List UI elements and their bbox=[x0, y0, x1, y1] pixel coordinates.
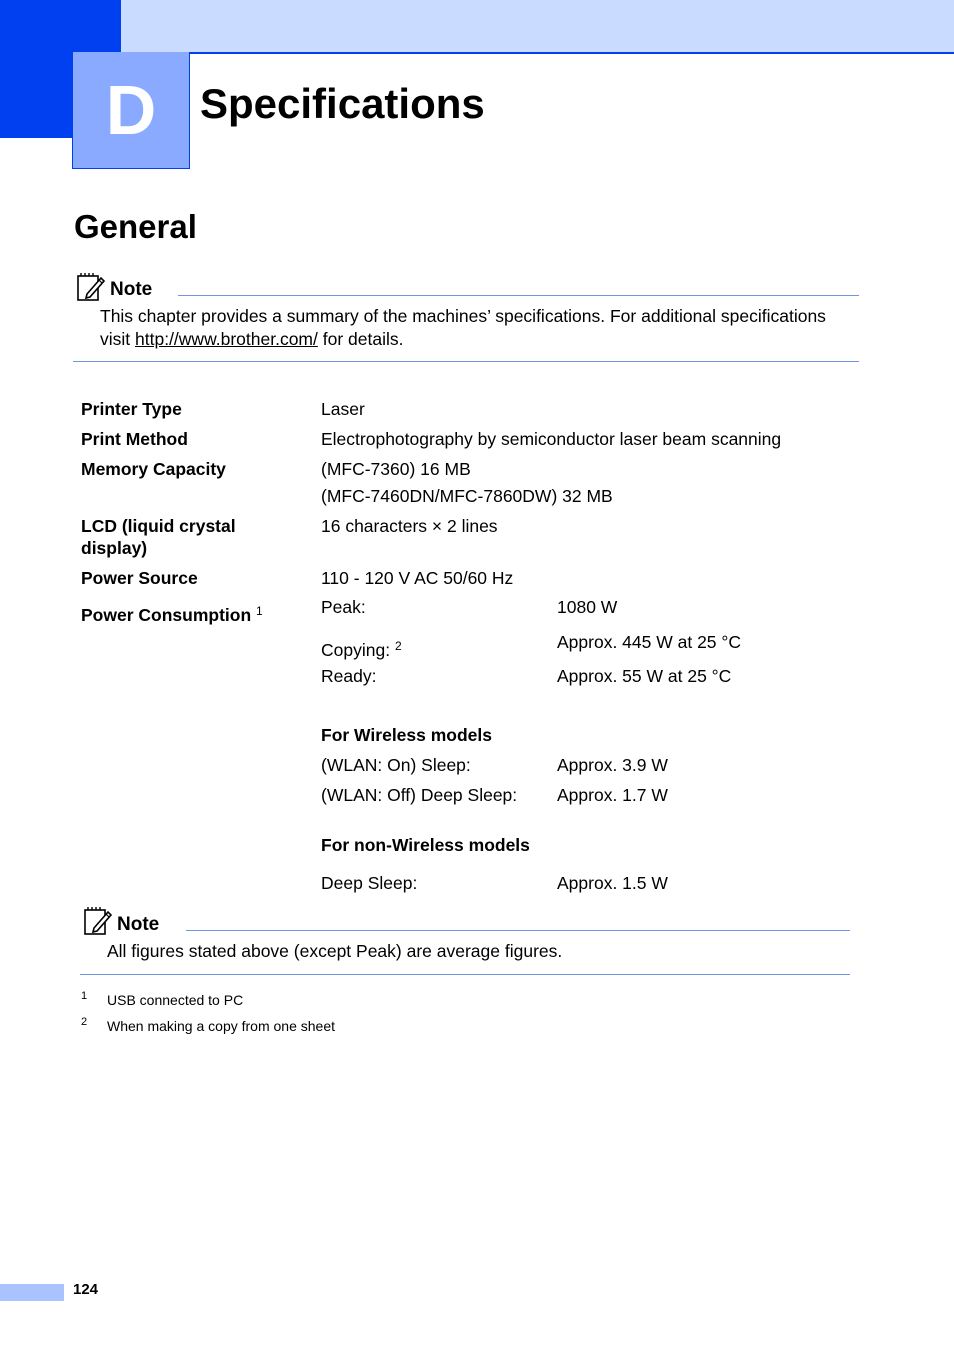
note-text-line1: This chapter provides a summary of the machines’ specifications. For additional specifications bbox=[100, 306, 826, 326]
power-source-label: Power Source bbox=[81, 568, 198, 588]
note-text-line2 bbox=[100, 328, 860, 351]
copying-name bbox=[321, 635, 402, 661]
note-after-text: for details. bbox=[322, 329, 404, 349]
ready-name: Ready: bbox=[321, 666, 377, 686]
printer-type-label: Printer Type bbox=[81, 399, 182, 419]
header-band bbox=[121, 0, 954, 54]
deep-sleep-name: Deep Sleep: bbox=[321, 873, 418, 893]
printer-type-value: Laser bbox=[321, 399, 365, 419]
deep-sleep-value: Approx. 1.5 W bbox=[557, 873, 668, 893]
page-number-bar bbox=[0, 1284, 64, 1301]
footnote-ref-2: 2 bbox=[394, 639, 402, 653]
lcd-label-line1: LCD (liquid crystal bbox=[81, 516, 236, 536]
note-rule-top bbox=[178, 295, 859, 296]
memory-capacity-value-2: (MFC-7460DN/MFC-7860DW) 32 MB bbox=[321, 486, 613, 506]
nonwireless-heading: For non-Wireless models bbox=[321, 835, 530, 855]
wireless-heading: For Wireless models bbox=[321, 725, 493, 745]
lcd-value: 16 characters × 2 lines bbox=[321, 516, 498, 536]
wlan-off-deep-sleep-value: Approx. 1.7 W bbox=[557, 785, 668, 805]
note-pencil-icon bbox=[76, 272, 106, 302]
footnote-ref-1: 1 bbox=[256, 604, 263, 618]
note-visit-text: visit bbox=[100, 329, 131, 349]
chapter-title: Specifications bbox=[200, 80, 485, 127]
chapter-letter: D bbox=[105, 71, 157, 149]
wlan-off-deep-sleep-name: (WLAN: Off) Deep Sleep: bbox=[321, 785, 518, 805]
footnote-2-text: When making a copy from one sheet bbox=[107, 1018, 336, 1034]
memory-capacity-label: Memory Capacity bbox=[81, 459, 226, 479]
print-method-value: Electrophotography by semiconductor laser beam scanning bbox=[321, 429, 782, 449]
chapter-letter-box bbox=[72, 52, 190, 169]
note-rule-bottom bbox=[73, 361, 859, 362]
note-label-2: Note bbox=[117, 914, 160, 935]
power-consumption-label-text: Power Consumption bbox=[81, 605, 252, 625]
note-label: Note bbox=[110, 279, 153, 300]
section-title: General bbox=[74, 208, 197, 245]
page-number: 124 bbox=[73, 1281, 99, 1298]
note2-rule-top bbox=[186, 930, 850, 931]
memory-capacity-value-1: (MFC-7360) 16 MB bbox=[321, 459, 471, 479]
note-pencil-icon bbox=[83, 906, 113, 936]
ready-value: Approx. 55 W at 25 °C bbox=[557, 666, 732, 686]
footnote-1-text: USB connected to PC bbox=[107, 992, 244, 1008]
footnote-2-number: 2 bbox=[81, 1016, 88, 1028]
wlan-on-sleep-name: (WLAN: On) Sleep: bbox=[321, 755, 471, 775]
copying-name-text: Copying: bbox=[321, 640, 391, 660]
power-consumption-label bbox=[81, 600, 263, 626]
copying-value: Approx. 445 W at 25 °C bbox=[557, 632, 742, 652]
peak-value: 1080 W bbox=[557, 597, 618, 617]
brother-website-link[interactable]: http://www.brother.com/ bbox=[135, 329, 318, 349]
footnote-1-number: 1 bbox=[81, 990, 88, 1002]
note2-rule-bottom bbox=[80, 974, 850, 975]
note-text bbox=[100, 305, 860, 351]
wlan-on-sleep-value: Approx. 3.9 W bbox=[557, 755, 668, 775]
lcd-label-line2: display) bbox=[81, 538, 148, 558]
peak-name: Peak: bbox=[321, 597, 366, 617]
power-source-value: 110 - 120 V AC 50/60 Hz bbox=[321, 568, 514, 588]
print-method-label: Print Method bbox=[81, 429, 188, 449]
note2-text: All figures stated above (except Peak) are average figures. bbox=[107, 941, 563, 961]
